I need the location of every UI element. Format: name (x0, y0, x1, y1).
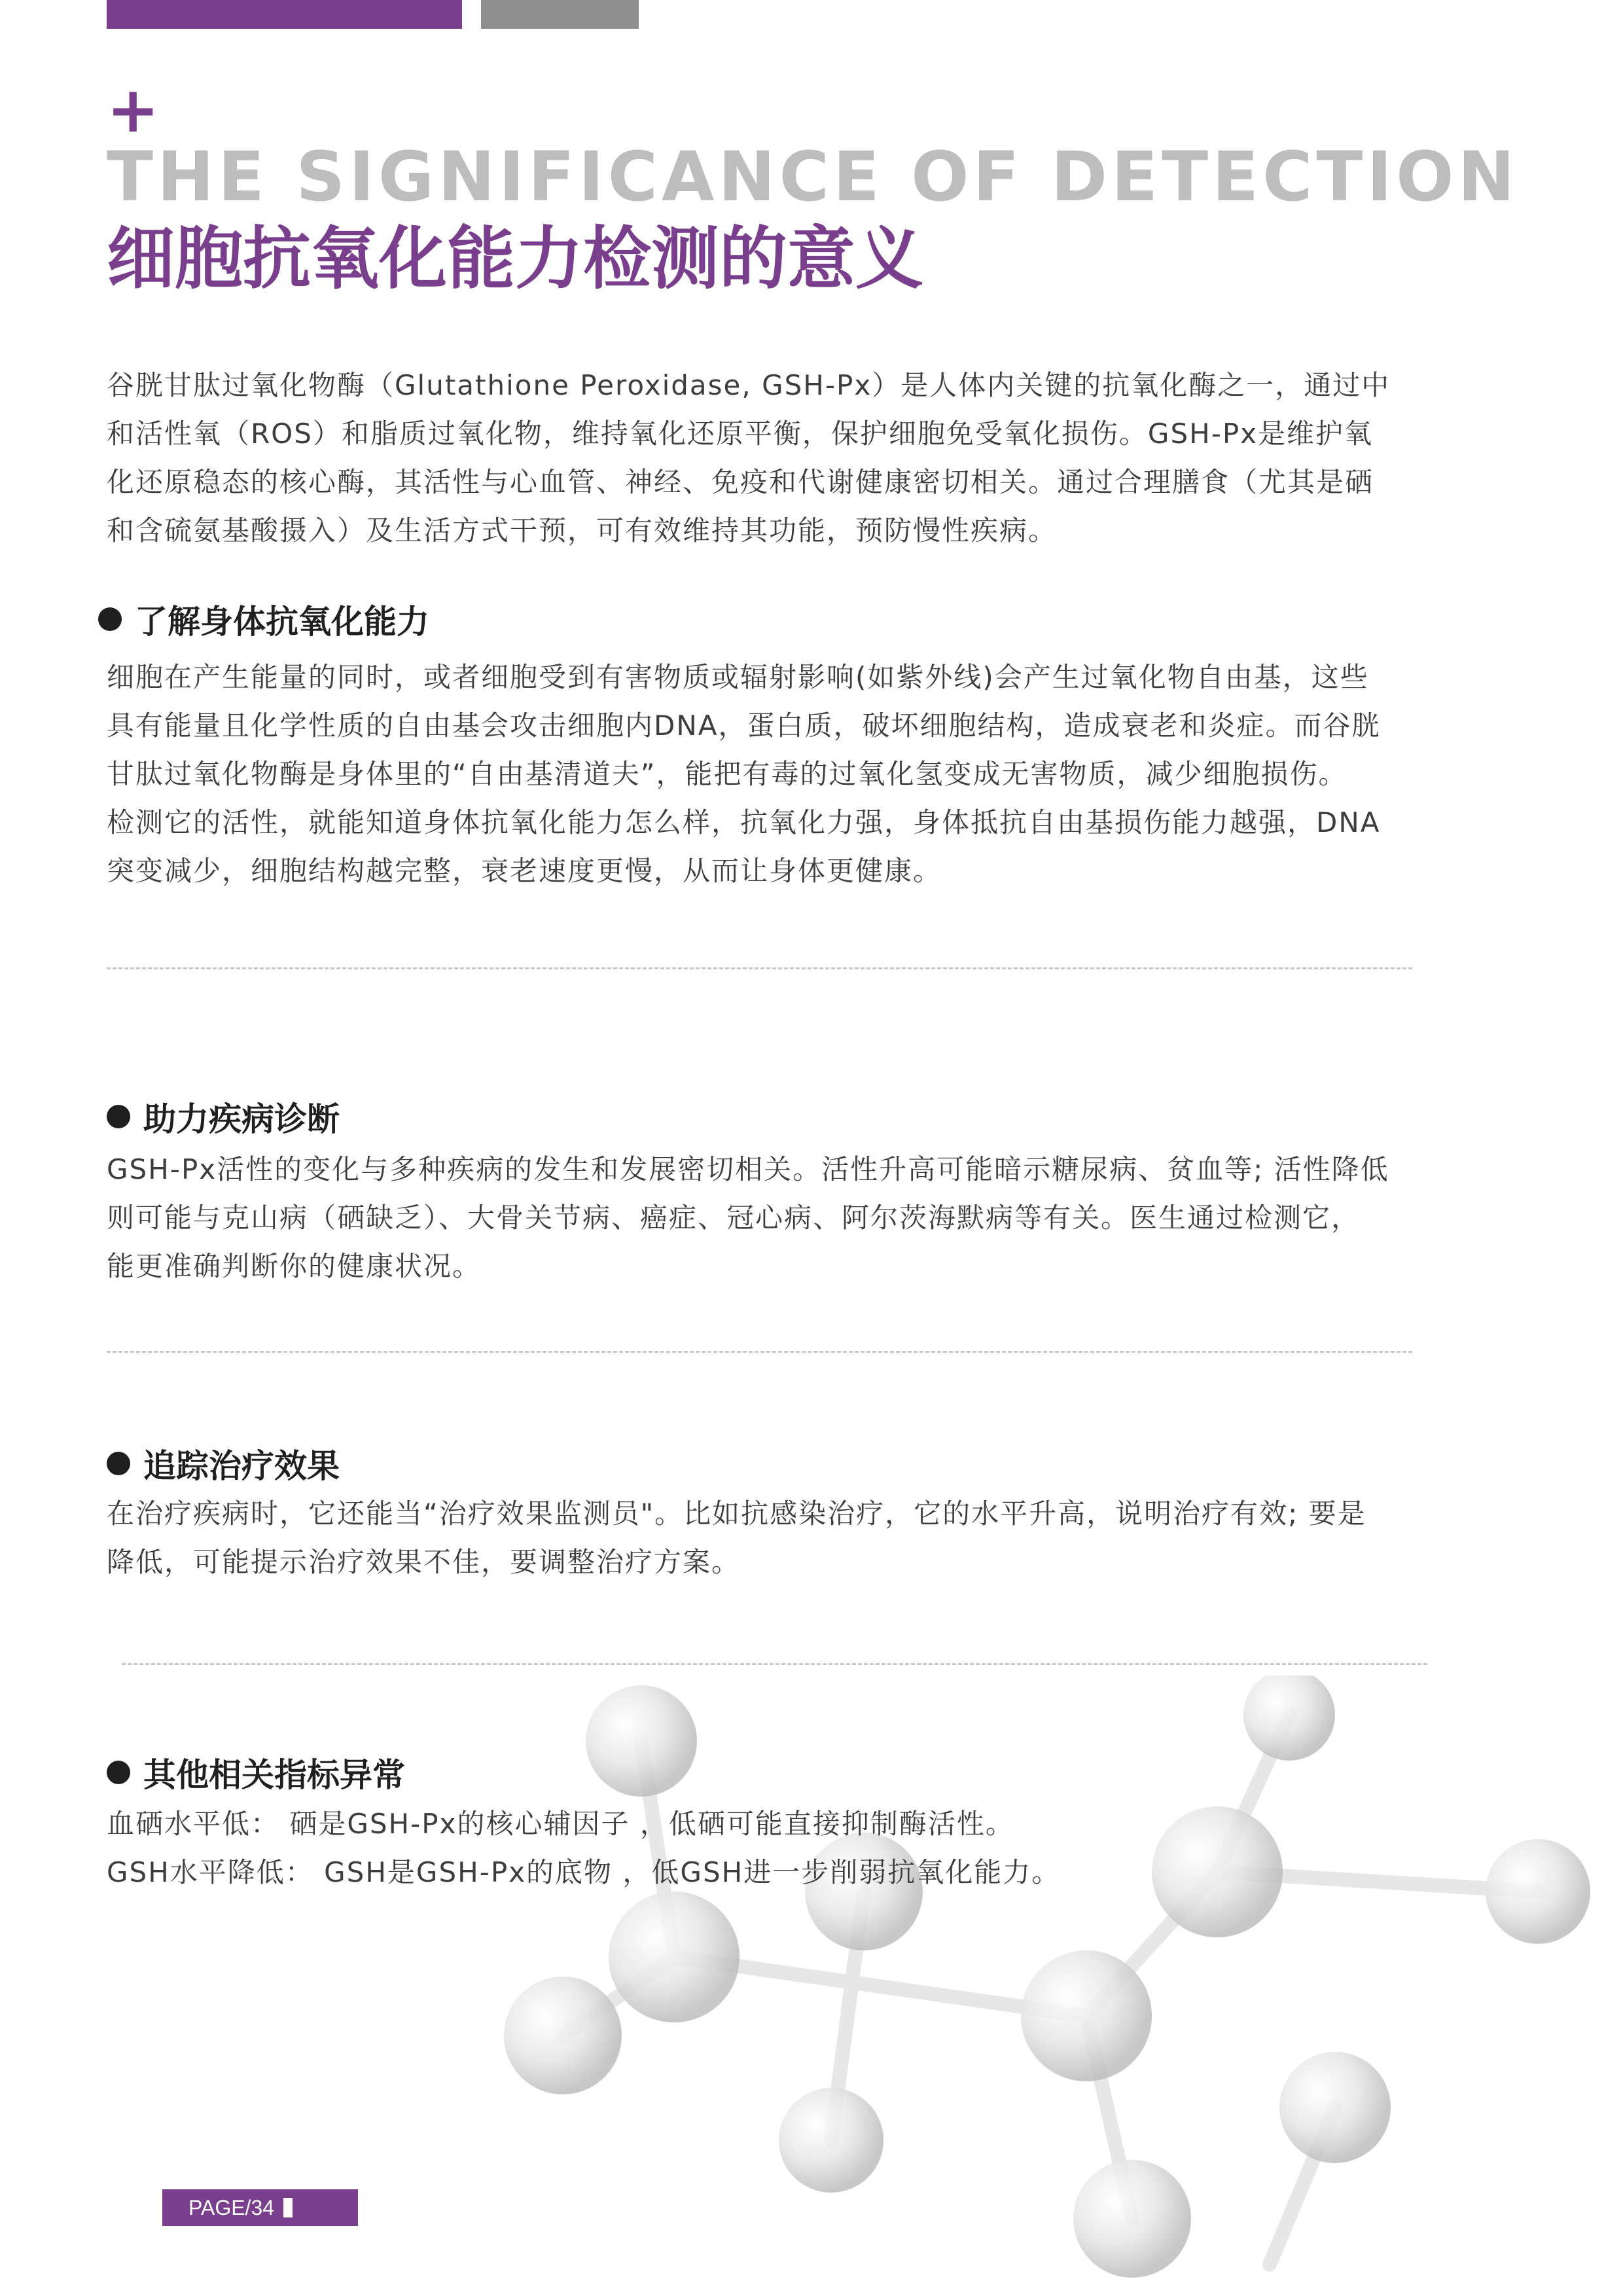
paragraph-line: GSH-Px活性的变化与多种疾病的发生和发展密切相关。活性升高可能暗示糖尿病、贫血等; 活性降低 (107, 1153, 1389, 1185)
paragraph-line: 血硒水平低： 硒是GSH-Px的核心辅因子 ，低硒可能直接抑制酶活性。 (107, 1808, 1014, 1840)
bullet-icon (107, 1105, 130, 1128)
section-paragraph-treatment (107, 1490, 1494, 1587)
section-divider (122, 1663, 1427, 1665)
bullet-icon (98, 607, 122, 631)
intro-line: 化还原稳态的核心酶，其活性与心血管、神经、免疫和代谢健康密切相关。通过合理膳食（尤其是硒 (107, 466, 1374, 498)
section-heading-text: 了解身体抗氧化能力 (135, 603, 429, 641)
page-title-chinese: 细胞抗氧化能力检测的意义 (107, 219, 924, 298)
bullet-icon (107, 1761, 130, 1784)
section-heading-other-indicators (107, 1749, 405, 1796)
top-accent-bar-purple (107, 0, 462, 29)
page-title-english: THE SIGNIFICANCE OF DETECTION (107, 137, 1519, 217)
section-divider (107, 967, 1412, 969)
paragraph-line: 则可能与克山病（硒缺乏）、大骨关节病、癌症、冠心病、阿尔茨海默病等有关。医生通过检测它， (107, 1202, 1361, 1234)
paragraph-line: 具有能量且化学性质的自由基会攻击细胞内DNA，蛋白质，破坏细胞结构，造成衰老和炎症。而谷胱 (107, 709, 1381, 742)
paragraph-line: GSH水平降低： GSH是GSH-Px的底物 ，低GSH进一步削弱抗氧化能力。 (107, 1856, 1061, 1888)
section-heading-text: 其他相关指标异常 (143, 1756, 405, 1794)
page-number-badge (162, 2189, 358, 2226)
section-paragraph-antioxidant (107, 653, 1494, 895)
top-accent-bar-gray (481, 0, 639, 29)
section-divider (107, 1351, 1412, 1353)
page-number-label: PAGE/34 (188, 2195, 275, 2219)
section-heading-text: 追踪治疗效果 (143, 1447, 340, 1485)
section-heading-text: 助力疾病诊断 (143, 1100, 340, 1138)
section-heading-diagnosis (107, 1093, 340, 1140)
paragraph-line: 降低，可能提示治疗效果不佳，要调整治疗方案。 (107, 1546, 741, 1578)
intro-line: 谷胱甘肽过氧化物酶（Glutathione Peroxidase, GSH-Px）是人体内关键的抗氧化酶之一，通过中 (107, 369, 1391, 401)
page-marker-icon (283, 2198, 293, 2217)
paragraph-line: 能更准确判断你的健康状况。 (107, 1250, 482, 1282)
paragraph-line: 细胞在产生能量的同时，或者细胞受到有害物质或辐射影响(如紫外线)会产生过氧化物自由基，这些 (107, 661, 1369, 693)
intro-line: 和含硫氨基酸摄入）及生活方式干预，可有效维持其功能，预防慢性疾病。 (107, 514, 1058, 547)
paragraph-line: 检测它的活性，就能知道身体抗氧化能力怎么样，抗氧化力强，身体抵抗自由基损伤能力越强，DNA (107, 806, 1381, 838)
intro-line: 和活性氧（ROS）和脂质过氧化物，维持氧化还原平衡，保护细胞免受氧化损伤。GSH-Px是维护氧 (107, 418, 1374, 450)
section-heading-antioxidant (98, 596, 429, 643)
section-paragraph-diagnosis (107, 1145, 1494, 1291)
section-paragraph-other-indicators (107, 1800, 1494, 1897)
plus-icon: + (107, 73, 160, 147)
bullet-icon (107, 1452, 130, 1475)
paragraph-line: 突变减少，细胞结构越完整，衰老速度更慢，从而让身体更健康。 (107, 855, 942, 887)
intro-paragraph (107, 361, 1494, 555)
section-heading-treatment (107, 1440, 340, 1487)
paragraph-line: 在治疗疾病时，它还能当“治疗效果监测员"。比如抗感染治疗，它的水平升高，说明治疗有效; 要是 (107, 1498, 1366, 1530)
molecule-illustration (484, 1676, 1623, 2296)
paragraph-line: 甘肽过氧化物酶是身体里的“自由基清道夫”，能把有毒的过氧化氢变成无害物质，减少细胞损伤。 (107, 758, 1347, 790)
